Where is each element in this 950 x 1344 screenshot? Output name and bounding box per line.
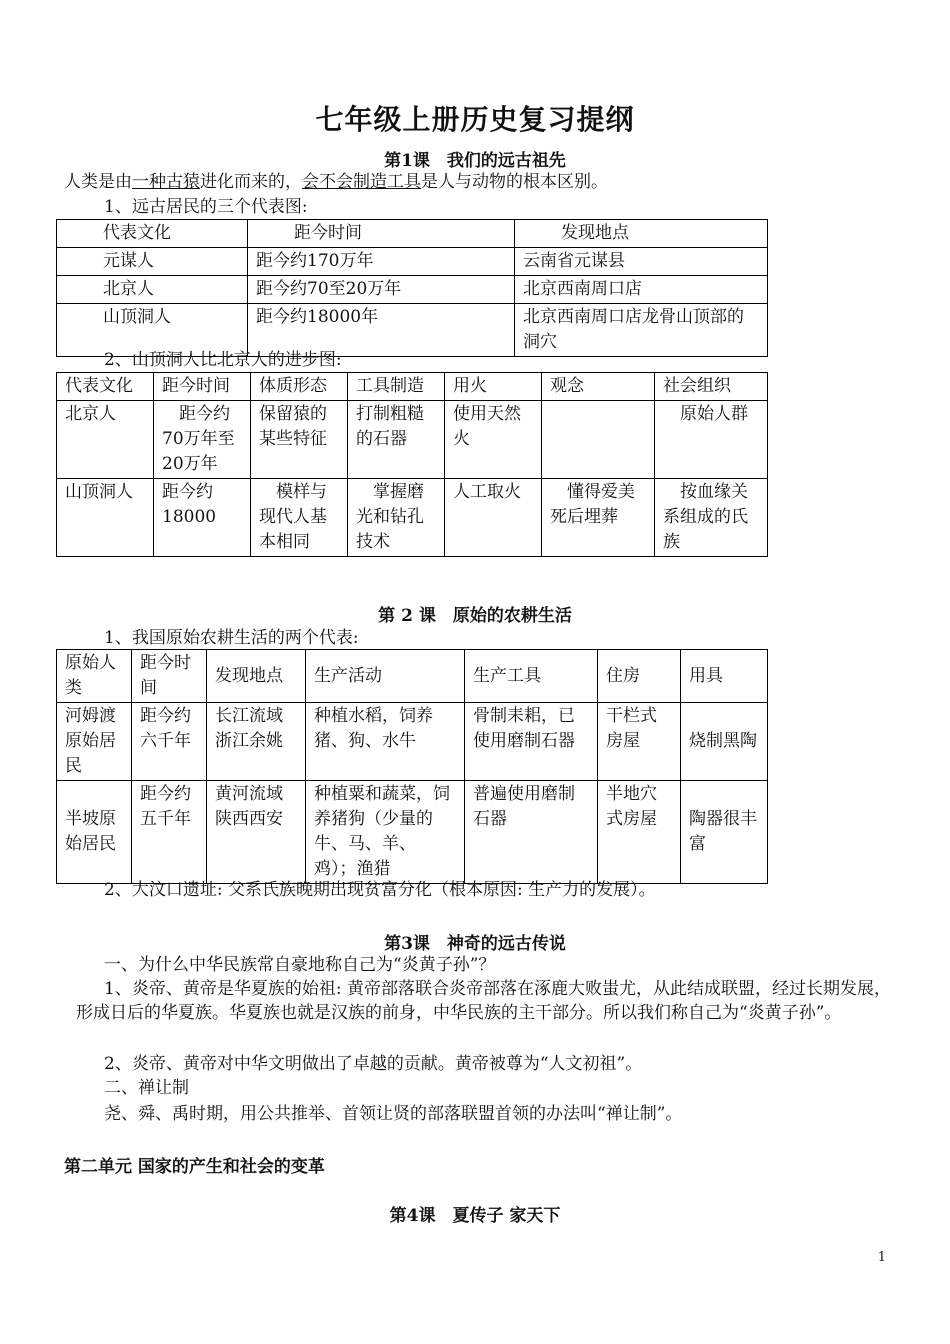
lesson1-sub1: 1、远古居民的三个代表图:	[104, 197, 308, 217]
unit2-heading: 第二单元 国家的产生和社会的变革	[64, 1157, 325, 1177]
lesson1-sub2: 2、山顶洞人比北京人的进步图:	[104, 350, 342, 370]
underlined-term-tools: 会不会制造工具	[302, 172, 421, 192]
table-row: 山顶洞人 距今约18000年 北京西南周口店龙骨山顶部的洞穴	[57, 304, 768, 357]
lesson3-paragraph3: 尧、舜、禹时期，用公共推举、首领让贤的部落联盟首领的办法叫“禅让制”。	[104, 1104, 683, 1124]
table-row: 元谋人 距今约170万年 云南省元谋县	[57, 248, 768, 276]
lesson1-heading: 第1课 我们的远古祖先	[384, 151, 566, 171]
lesson4-heading: 第4课 夏传子 家天下	[389, 1206, 561, 1226]
table-row: 北京人 距今约70至20万年 北京西南周口店	[57, 276, 768, 304]
table-header-row: 代表文化 距今时间 发现地点	[57, 220, 768, 248]
table-header-row: 原始人类 距今时间 发现地点 生产活动 生产工具 住房 用具	[57, 650, 768, 703]
table-row: 半坡原始居民 距今约五千年 黄河流域陕西西安 种植粟和蔬菜，饲养猪狗（少量的牛、马、羊、鸡）；渔猎 普遍使用磨制石器 半地穴式房屋 陶器很丰富	[57, 781, 768, 884]
table-row: 河姆渡原始居民 距今约六千年 长江流域浙江余姚 种植水稻，饲养猪、狗、水牛 骨制耒耜，已使用磨制石器 干栏式房屋 烧制黑陶	[57, 703, 768, 781]
farming-table	[56, 649, 768, 884]
table-row: 北京人 距今约70万年至20万年 保留猿的某些特征 打制粗糙的石器 使用天然火 原始人群	[57, 401, 768, 479]
lesson3-question2: 二、禅让制	[104, 1078, 189, 1098]
underlined-term-ape: 一种古猿	[132, 172, 200, 192]
lesson3-paragraph2: 2、炎帝、黄帝对中华文明做出了卓越的贡献。黄帝被尊为“人文初祖”。	[104, 1054, 643, 1074]
document-title: 七年级上册历史复习提纲	[315, 103, 635, 136]
table-header-row: 代表文化 距今时间 体质形态 工具制造 用火 观念 社会组织	[57, 373, 768, 401]
lesson2-sub2: 2、大汶口遗址: 父系氏族晚期出现贫富分化（根本原因: 生产力的发展）。	[104, 880, 656, 900]
lesson2-sub1: 1、我国原始农耕生活的两个代表:	[104, 628, 359, 648]
lesson3-question1: 一、为什么中华民族常自豪地称自己为“炎黄子孙”？	[104, 955, 496, 975]
page-number: 1	[877, 1250, 886, 1265]
progress-table	[56, 372, 768, 557]
lesson1-intro: 人类是由一种古猿进化而来的，会不会制造工具是人与动物的根本区别。	[64, 172, 608, 192]
residents-table	[56, 219, 768, 357]
lesson3-paragraph1: 1、炎帝、黄帝是华夏族的始祖: 黄帝部落联合炎帝部落在涿鹿大败蚩尤，从此结成联盟，经过长期发展，形成日后的华夏族。华夏族也就是汉族的前身，中华民族的主干部分。所以我们称自己为“炎黄子孙”。	[76, 979, 891, 1023]
table-row: 山顶洞人 距今约18000 模样与现代人基本相同 掌握磨光和钻孔技术 人工取火 懂得爱美死后埋葬 按血缘关系组成的氏族	[57, 479, 768, 557]
lesson2-heading: 第 2 课 原始的农耕生活	[378, 606, 572, 626]
lesson3-heading: 第3课 神奇的远古传说	[384, 934, 566, 954]
